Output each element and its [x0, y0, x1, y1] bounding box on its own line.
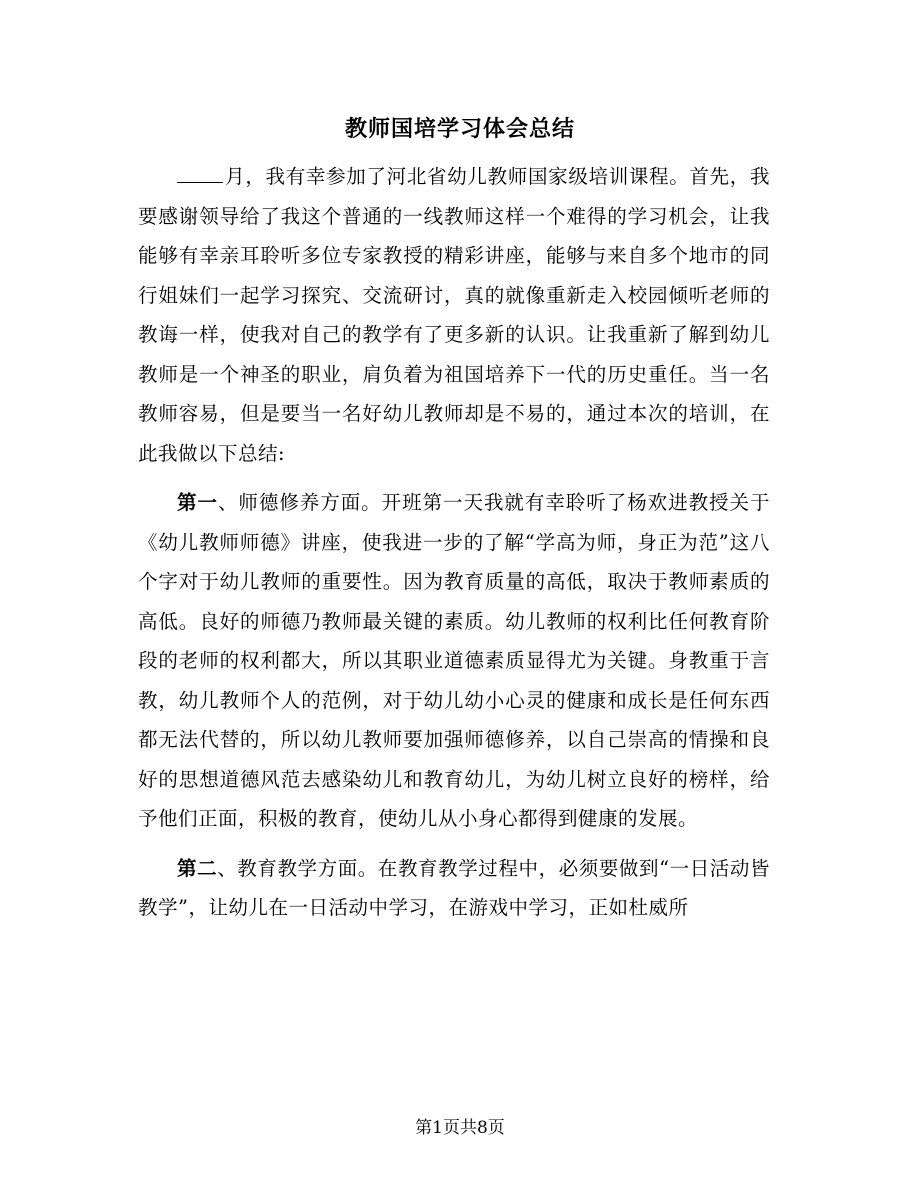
intro-paragraph	[138, 157, 770, 473]
section-text-1: 、师德修养方面。开班第一天我就有幸聆听了杨欢进教授关于《幼儿教师师德》讲座，使我进一步的了解“学高为师，身正为范”这八个字对于幼儿教师的重要性。因为教育质量的高低，取决于教师素质的高低。良好的师德乃教师最关键的素质。幼儿教师的权利比任何教育阶段的老师的权利都大，所以其职业道德素质显得尤为关键。身教重于言教，幼儿教师个人的范例，对于幼儿幼小心灵的健康和成长是任何东西都无法代替的，所以幼儿教师要加强师德修养，以自己崇高的情操和良好的思想道德风范去感染幼儿和教育幼儿，为幼儿树立良好的榜样，给予他们正面，积极的教育，使幼儿从小身心都得到健康的发展。	[138, 491, 770, 830]
intro-text: 月，我有幸参加了河北省幼儿教师国家级培训课程。首先，我要感谢领导给了我这个普通的一线教师这样一个难得的学习机会，让我能够有幸亲耳聆听多位专家教授的精彩讲座，能够与来自多个地市的同行姐妹们一起学习探究、交流研讨，真的就像重新走入校园倾听老师的教诲一样，使我对自己的教学有了更多新的认识。让我重新了解到幼儿教师是一个神圣的职业，肩负着为祖国培养下一代的历史重任。当一名教师容易，但是要当一名好幼儿教师却是不易的，通过本次的培训，在此我做以下总结:	[138, 165, 770, 465]
section-paragraph-2	[138, 849, 770, 928]
section-heading-1: 第一	[177, 491, 218, 514]
section-text-2: 、教育教学方面。在教育教学过程中，必须要做到“一日活动皆教学”，让幼儿在一日活动中学习，在游戏中学习，正如杜威所	[138, 856, 770, 919]
section-heading-2: 第二	[177, 856, 218, 880]
date-blank	[177, 164, 223, 183]
section-paragraph-1	[138, 483, 770, 839]
document-body	[138, 157, 770, 928]
page-footer: 第1页共8页	[415, 1118, 505, 1138]
document-title: 教师国培学习体会总结	[344, 116, 575, 142]
